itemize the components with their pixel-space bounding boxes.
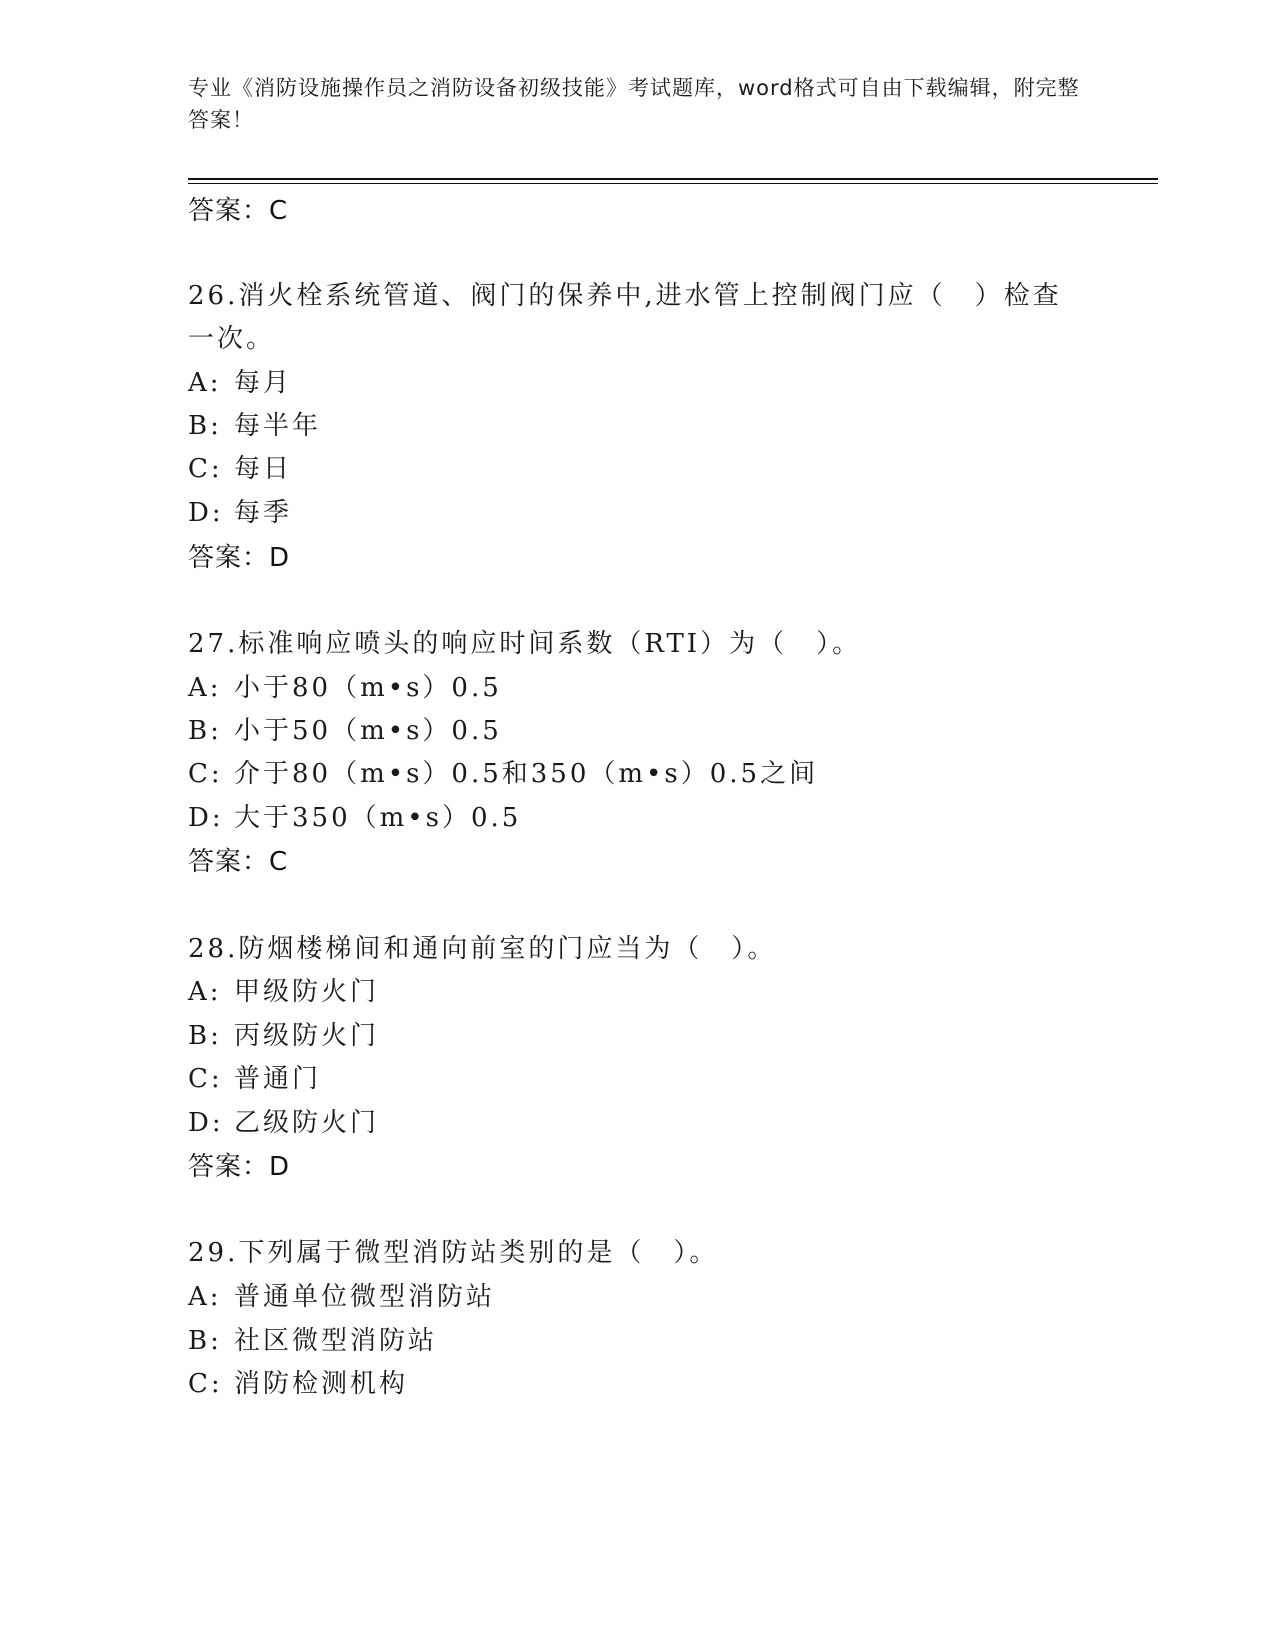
option-text: 介于80（m•s）0.5和350（m•s）0.5之间	[234, 759, 819, 789]
option-text: 大于350（m•s）0.5	[234, 803, 522, 833]
header-divider-thick	[188, 178, 1158, 180]
question-27-option-b	[188, 710, 502, 747]
question-26-option-b	[188, 405, 321, 442]
option-letter: C:	[188, 759, 223, 789]
question-27-option-c	[188, 753, 818, 790]
option-text: 每月	[234, 368, 293, 398]
option-letter: D:	[188, 803, 224, 833]
option-letter: A:	[188, 673, 222, 703]
question-28-option-b	[188, 1015, 379, 1052]
header-divider-thin	[188, 183, 1158, 184]
option-letter: A:	[188, 368, 222, 398]
document-header: 专业《消防设施操作员之消防设备初级技能》考试题库，word格式可自由下载编辑，附完整答案！	[188, 76, 1080, 132]
question-26-stem-cont: 一次。	[188, 324, 276, 354]
option-text: 社区微型消防站	[234, 1326, 438, 1356]
question-27-option-d	[188, 797, 521, 834]
option-text: 消防检测机构	[234, 1369, 409, 1399]
question-28-option-d	[188, 1102, 379, 1139]
question-27-answer: 答案：C	[188, 847, 289, 877]
option-text: 小于80（m•s）0.5	[234, 673, 502, 703]
option-letter: B:	[188, 1326, 222, 1356]
option-letter: B:	[188, 411, 222, 441]
question-29-option-b	[188, 1320, 437, 1357]
option-letter: C:	[188, 1064, 223, 1094]
option-letter: C:	[188, 1369, 223, 1399]
previous-answer: 答案：C	[188, 196, 289, 226]
option-text: 丙级防火门	[234, 1021, 380, 1051]
question-28-option-a	[188, 971, 379, 1008]
question-28-option-c	[188, 1058, 321, 1095]
question-29-option-a	[188, 1276, 495, 1313]
option-letter: B:	[188, 1021, 222, 1051]
question-28-answer: 答案：D	[188, 1152, 291, 1182]
option-text: 每半年	[234, 411, 322, 441]
question-27-option-a	[188, 667, 502, 704]
option-letter: D:	[188, 1108, 224, 1138]
question-26-option-d	[188, 492, 292, 529]
question-26-answer: 答案：D	[188, 543, 291, 573]
option-letter: A:	[188, 977, 222, 1007]
option-text: 普通门	[234, 1064, 322, 1094]
question-28-stem: 28.防烟楼梯间和通向前室的门应当为（ ）。	[188, 934, 777, 964]
question-29-stem: 29.下列属于微型消防站类别的是（ ）。	[188, 1238, 719, 1268]
question-27-stem: 27.标准响应喷头的响应时间系数（RTI）为（ ）。	[188, 629, 862, 659]
option-text: 乙级防火门	[234, 1108, 380, 1138]
option-letter: D:	[188, 498, 224, 528]
option-letter: B:	[188, 716, 222, 746]
option-text: 小于50（m•s）0.5	[234, 716, 502, 746]
option-text: 甲级防火门	[234, 977, 380, 1007]
option-letter: C:	[188, 454, 223, 484]
option-letter: A:	[188, 1282, 222, 1312]
option-text: 普通单位微型消防站	[234, 1282, 496, 1312]
question-26-option-c	[188, 448, 292, 485]
option-text: 每日	[234, 454, 293, 484]
question-29-option-c	[188, 1363, 408, 1400]
question-26-option-a	[188, 362, 292, 399]
question-26-stem: 26.消火栓系统管道、阀门的保养中,进水管上控制阀门应（ ）检查	[188, 281, 1062, 311]
option-text: 每季	[234, 498, 293, 528]
